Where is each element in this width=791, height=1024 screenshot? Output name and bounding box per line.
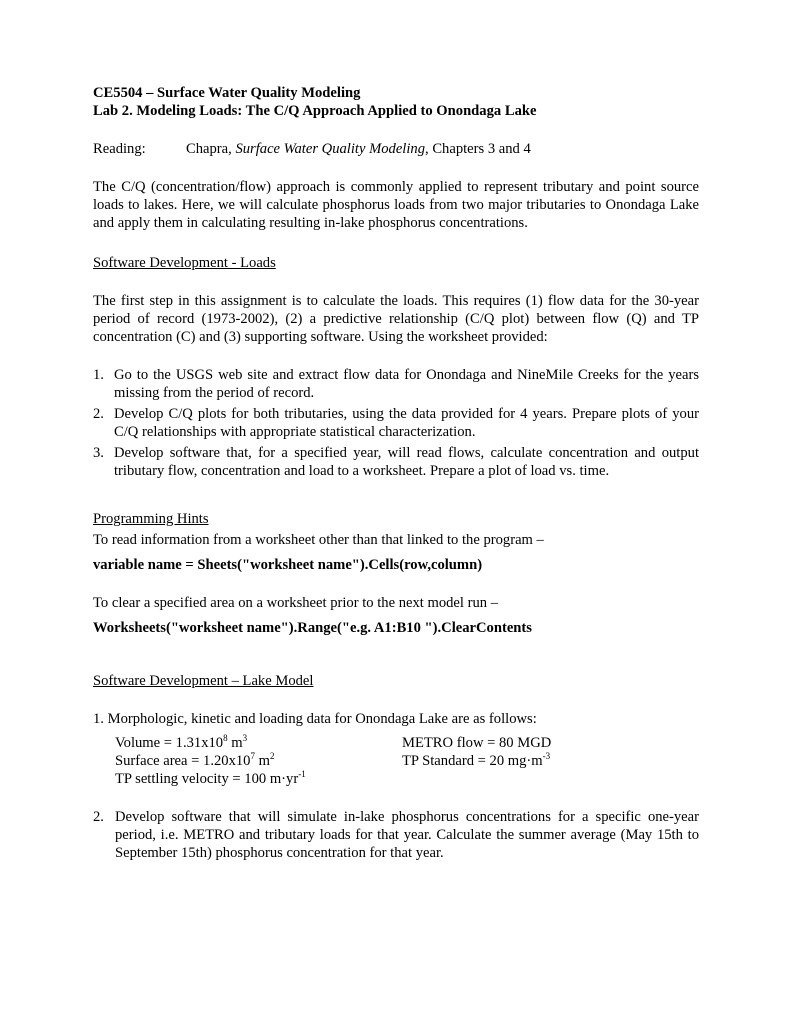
title-block [93,84,699,120]
reading-label: Reading: [93,141,146,157]
step-number: 2. [93,809,104,825]
clear-intro: To clear a specified area on a worksheet prior to the next model run – [93,595,499,611]
step-number: 1. [93,367,104,383]
lake-heading: Software Development – Lake Model [93,673,314,689]
surface-area-value: Surface area = $1.20x10^7$ $m^2$ [115,751,275,769]
list-item [93,444,699,480]
step-text: Develop software that will simulate in-lake phosphorus concentrations for a specific one-year period, i.e. METRO and tributary loads for that year. Calculate the summer average (May 15th to September 15th) phosphorus concentration for that year. [115,809,699,861]
step-text: Develop software that, for a specified year, will read flows, calculate concentration and output tributary flow, concentration and load to a worksheet. Prepare a plot of load vs. time. [114,445,699,479]
reading-author: Chapra, [186,141,236,157]
course-title: CE5504 – Surface Water Quality Modeling [93,85,361,101]
metro-flow-value: METRO flow = 80 MGD [402,735,552,751]
settling-velocity-value: TP settling velocity = 100 $m\cdot yr^{-1}$ [115,769,306,787]
loads-paragraph: The first step in this assignment is to calculate the loads. This requires (1) flow data for the 30-year period of record (1973-2002), (2) a predictive relationship (C/Q plot) between flow (Q) and TP concentration (C) and (3) supporting software. Using the worksheet provided: [93,293,699,345]
reading-reference [186,140,531,158]
reading-chapters: , Chapters 3 and 4 [425,141,531,157]
intro-paragraph: The C/Q (concentration/flow) approach is commonly applied to represent tributary and point source loads to lakes. Here, we will calculate phosphorus loads from two major tributaries to Onondaga Lake and apply them in calculating resulting in-lake phosphorus concentrations. [93,179,699,231]
list-item [93,405,699,441]
step-number: 2. [93,406,104,422]
tp-standard-value: TP Standard = 20 $mg\cdot m^{-3}$ [402,751,551,769]
document-page [93,84,699,862]
lab-title: Lab 2. Modeling Loads: The C/Q Approach Applied to Onondaga Lake [93,103,537,119]
step-text: Develop C/Q plots for both tributaries, using the data provided for 4 years. Prepare plots of your C/Q relationships with appropriate statistical characterization. [114,406,699,440]
reading-line [93,140,699,158]
read-intro: To read information from a worksheet other than that linked to the program – [93,532,544,548]
lake-step-2 [93,808,699,862]
loads-heading: Software Development - Loads [93,255,276,271]
clear-code: Worksheets("worksheet name").Range("e.g. A1:B10 ").ClearContents [93,620,532,636]
lake-data-grid [115,734,699,788]
volume-value: Volume = $1.31x10^8$ $m^3$ [115,733,248,751]
list-item [93,366,699,402]
read-code: variable name = Sheets("worksheet name").Cells(row,column) [93,557,483,573]
reading-book: Surface Water Quality Modeling [235,141,426,157]
hints-heading: Programming Hints [93,511,209,527]
step-text: Go to the USGS web site and extract flow data for Onondaga and NineMile Creeks for the years missing from the period of record. [114,367,699,401]
step-number: 3. [93,445,104,461]
lake-step-1: 1. Morphologic, kinetic and loading data for Onondaga Lake are as follows: [93,711,537,727]
loads-steps [93,366,699,480]
